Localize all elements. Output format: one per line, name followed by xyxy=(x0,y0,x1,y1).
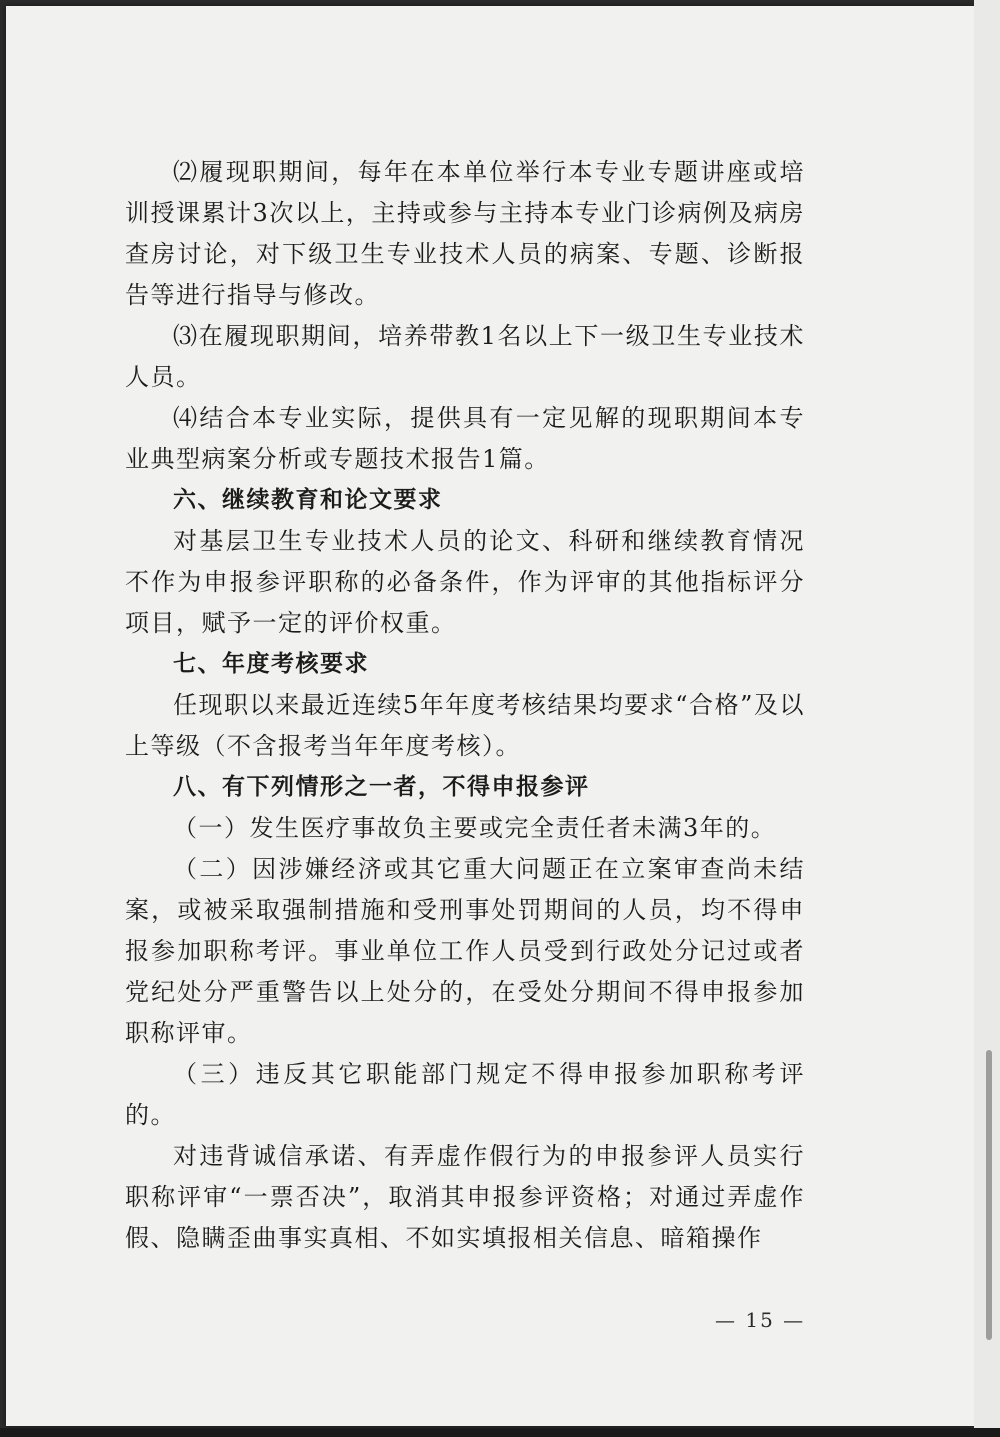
section-text-6: 对基层卫生专业技术人员的论文、科研和继续教育情况不作为申报参评职称的必备条件，作为评审的其他指标评分项目，赋予一定的评价权重。 xyxy=(125,527,805,637)
section-item-8-2: （二）因涉嫌经济或其它重大问题正在立案审查尚未结案，或被采取强制措施和受刑事处罚期间的人员，均不得申报参加职称考评。事业单位工作人员受到行政处分记过或者党纪处分严重警告以上处分的，在受处分期间不得申报参加职称评审。 xyxy=(125,855,805,1047)
paragraph-item-4: ⑷结合本专业实际，提供具有一定见解的现职期间本专业典型病案分析或专题技术报告1篇。 xyxy=(125,404,805,473)
document-body xyxy=(125,152,805,1259)
section-heading-6: 六、继续教育和论文要求 xyxy=(173,487,443,513)
scrollbar[interactable] xyxy=(986,1050,992,1340)
section-item-8-3: （三）违反其它职能部门规定不得申报参加职称考评的。 xyxy=(125,1060,805,1129)
paragraph-item-2: ⑵履现职期间，每年在本单位举行本专业专题讲座或培训授课累计3次以上，主持或参与主持本专业门诊病例及病房查房讨论，对下级卫生专业技术人员的病案、专题、诊断报告等进行指导与修改。 xyxy=(125,158,805,309)
closing-paragraph: 对违背诚信承诺、有弄虚作假行为的申报参评人员实行职称评审“一票否决”，取消其申报参评资格；对通过弄虚作假、隐瞒歪曲事实真相、不如实填报相关信息、暗箱操作 xyxy=(125,1142,805,1252)
section-heading-8: 八、有下列情形之一者，不得申报参评 xyxy=(173,774,590,800)
section-text-7: 任现职以来最近连续5年年度考核结果均要求“合格”及以上等级（不含报考当年年度考核）。 xyxy=(125,691,805,760)
paragraph-item-3: ⑶在履现职期间，培养带教1名以上下一级卫生专业技术人员。 xyxy=(125,322,805,391)
section-item-8-1: （一）发生医疗事故负主要或完全责任者未满3年的。 xyxy=(173,814,777,842)
bottom-edge xyxy=(0,1428,1000,1437)
page-number: — 15 — xyxy=(715,1308,806,1332)
section-heading-7: 七、年度考核要求 xyxy=(173,651,369,677)
